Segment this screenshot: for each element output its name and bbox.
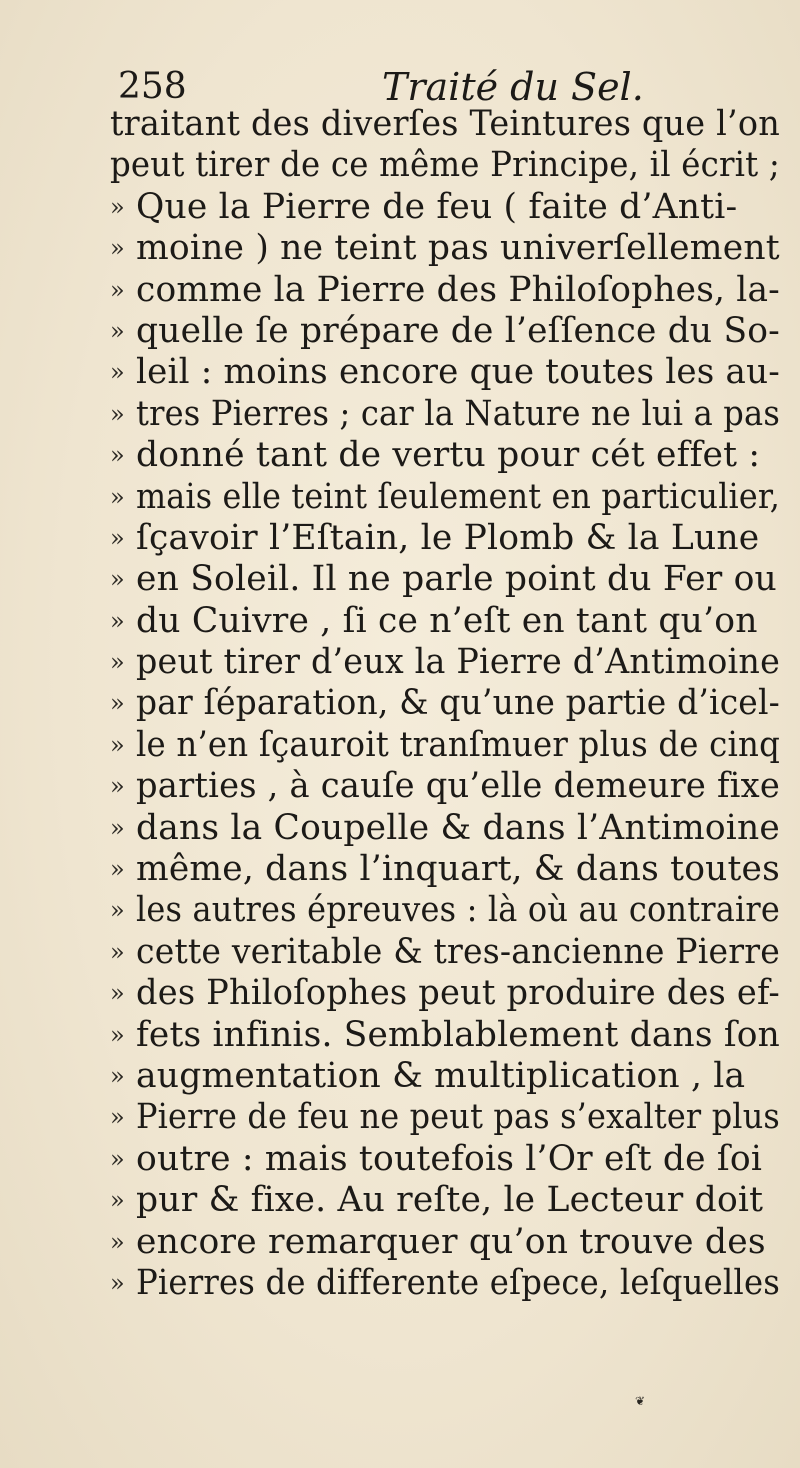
text-line <box>110 1056 780 1097</box>
line-text: traitant des diverſes Teintures que l’on <box>110 104 780 144</box>
text-line <box>110 559 780 600</box>
quote-mark: » <box>110 896 125 925</box>
line-text: par ſéparation, & qu’une partie d’icel- <box>136 683 780 724</box>
text-line <box>110 394 780 435</box>
line-text: dans la Coupelle & dans l’Antimoine <box>136 807 780 848</box>
text-line <box>110 725 780 766</box>
page-number: 258 <box>118 66 187 107</box>
quote-mark: » <box>110 606 125 635</box>
line-text: les autres épreuves : là où au contraire <box>136 890 780 931</box>
line-text: peut tirer d’eux la Pierre d’Antimoine <box>136 642 780 683</box>
line-text: leil : moins encore que toutes les au- <box>136 352 780 393</box>
text-line <box>110 849 780 890</box>
text-line <box>110 228 780 269</box>
quote-mark: » <box>110 730 125 759</box>
line-text: ſçavoir l’Eſtain, le Plomb & la Lune <box>136 517 760 558</box>
quote-mark: » <box>110 772 125 801</box>
line-text: pur & fixe. Au reſte, le Lecteur doit <box>136 1180 764 1221</box>
line-text: encore remarquer qu’on trouve des <box>136 1221 766 1262</box>
text-line <box>110 808 780 849</box>
text-line <box>110 1139 780 1180</box>
text-line <box>110 1015 780 1056</box>
text-line <box>110 477 780 518</box>
line-text: moine ) ne teint pas univerſellement <box>136 228 780 269</box>
line-text: tres Pierres ; car la Nature ne lui a pas <box>136 393 780 434</box>
quote-mark: » <box>110 358 125 387</box>
line-text: parties , à cauſe qu’elle demeure fixe <box>136 766 780 807</box>
line-text: mais elle teint ſeulement en particulier, <box>136 476 780 517</box>
quote-mark: » <box>110 482 125 511</box>
text-line <box>110 973 780 1014</box>
quote-mark: » <box>110 565 125 594</box>
quote-mark: » <box>110 275 125 304</box>
quote-mark: » <box>110 234 125 263</box>
quote-mark: » <box>110 648 125 677</box>
quote-mark: » <box>110 1227 125 1256</box>
quote-mark: » <box>110 1144 125 1173</box>
line-text: fets infinis. Semblablement dans ſon <box>136 1014 780 1055</box>
text-line <box>110 766 780 807</box>
text-line <box>110 435 780 476</box>
quote-mark: » <box>110 316 125 345</box>
quote-mark: » <box>110 441 125 470</box>
text-line <box>110 145 780 186</box>
quote-mark: » <box>110 937 125 966</box>
text-line <box>110 1097 780 1138</box>
quote-mark: » <box>110 1186 125 1215</box>
page-ornament: ❦ <box>635 1394 646 1408</box>
text-line <box>110 1180 780 1221</box>
quote-mark: » <box>110 1061 125 1090</box>
text-line <box>110 518 780 559</box>
line-text: le n’en ſçauroit tranſmuer plus de cinq <box>136 724 780 765</box>
running-title: Traité du Sel. <box>382 65 644 109</box>
line-text: Pierres de differente eſpece, leſquelles <box>136 1262 780 1303</box>
text-line <box>110 352 780 393</box>
line-text: outre : mais toutefois l’Or eſt de ſoi <box>136 1138 763 1179</box>
quote-mark: » <box>110 1268 125 1297</box>
line-text: des Philoſophes peut produire des ef- <box>136 973 780 1014</box>
line-text: du Cuivre , ſi ce n’eſt en tant qu’on <box>136 600 758 641</box>
line-text: cette veritable & tres-ancienne Pierre <box>136 931 780 972</box>
text-line <box>110 683 780 724</box>
quote-mark: » <box>110 399 125 428</box>
line-text: donné tant de vertu pour cét effet : <box>136 435 761 476</box>
line-text: comme la Pierre des Philoſophes, la- <box>136 269 780 310</box>
line-text: Pierre de feu ne peut pas s’exalter plus <box>136 1097 780 1138</box>
quote-mark: » <box>110 1103 125 1132</box>
text-line <box>110 932 780 973</box>
text-line <box>110 1222 780 1263</box>
text-line <box>110 187 780 228</box>
line-text: même, dans l’inquart, & dans toutes <box>136 849 780 890</box>
body-text <box>110 104 780 1304</box>
text-line <box>110 311 780 352</box>
line-text: en Soleil. Il ne parle point du Fer ou <box>136 559 777 600</box>
quote-mark: » <box>110 855 125 884</box>
text-line <box>110 601 780 642</box>
text-line <box>110 642 780 683</box>
quote-mark: » <box>110 813 125 842</box>
quote-mark: » <box>110 523 125 552</box>
quote-mark: » <box>110 689 125 718</box>
line-text: Que la Pierre de feu ( faite d’Anti- <box>136 186 738 227</box>
text-line <box>110 890 780 931</box>
quote-mark: » <box>110 979 125 1008</box>
line-text: augmentation & multiplication , la <box>136 1055 746 1096</box>
line-text: peut tirer de ce même Principe, il écrit ; <box>110 145 780 186</box>
text-line <box>110 1263 780 1304</box>
text-line <box>110 270 780 311</box>
text-line <box>110 104 780 145</box>
quote-mark: » <box>110 192 125 221</box>
line-text: quelle ſe prépare de l’eſſence du So- <box>136 310 780 351</box>
quote-mark: » <box>110 1020 125 1049</box>
